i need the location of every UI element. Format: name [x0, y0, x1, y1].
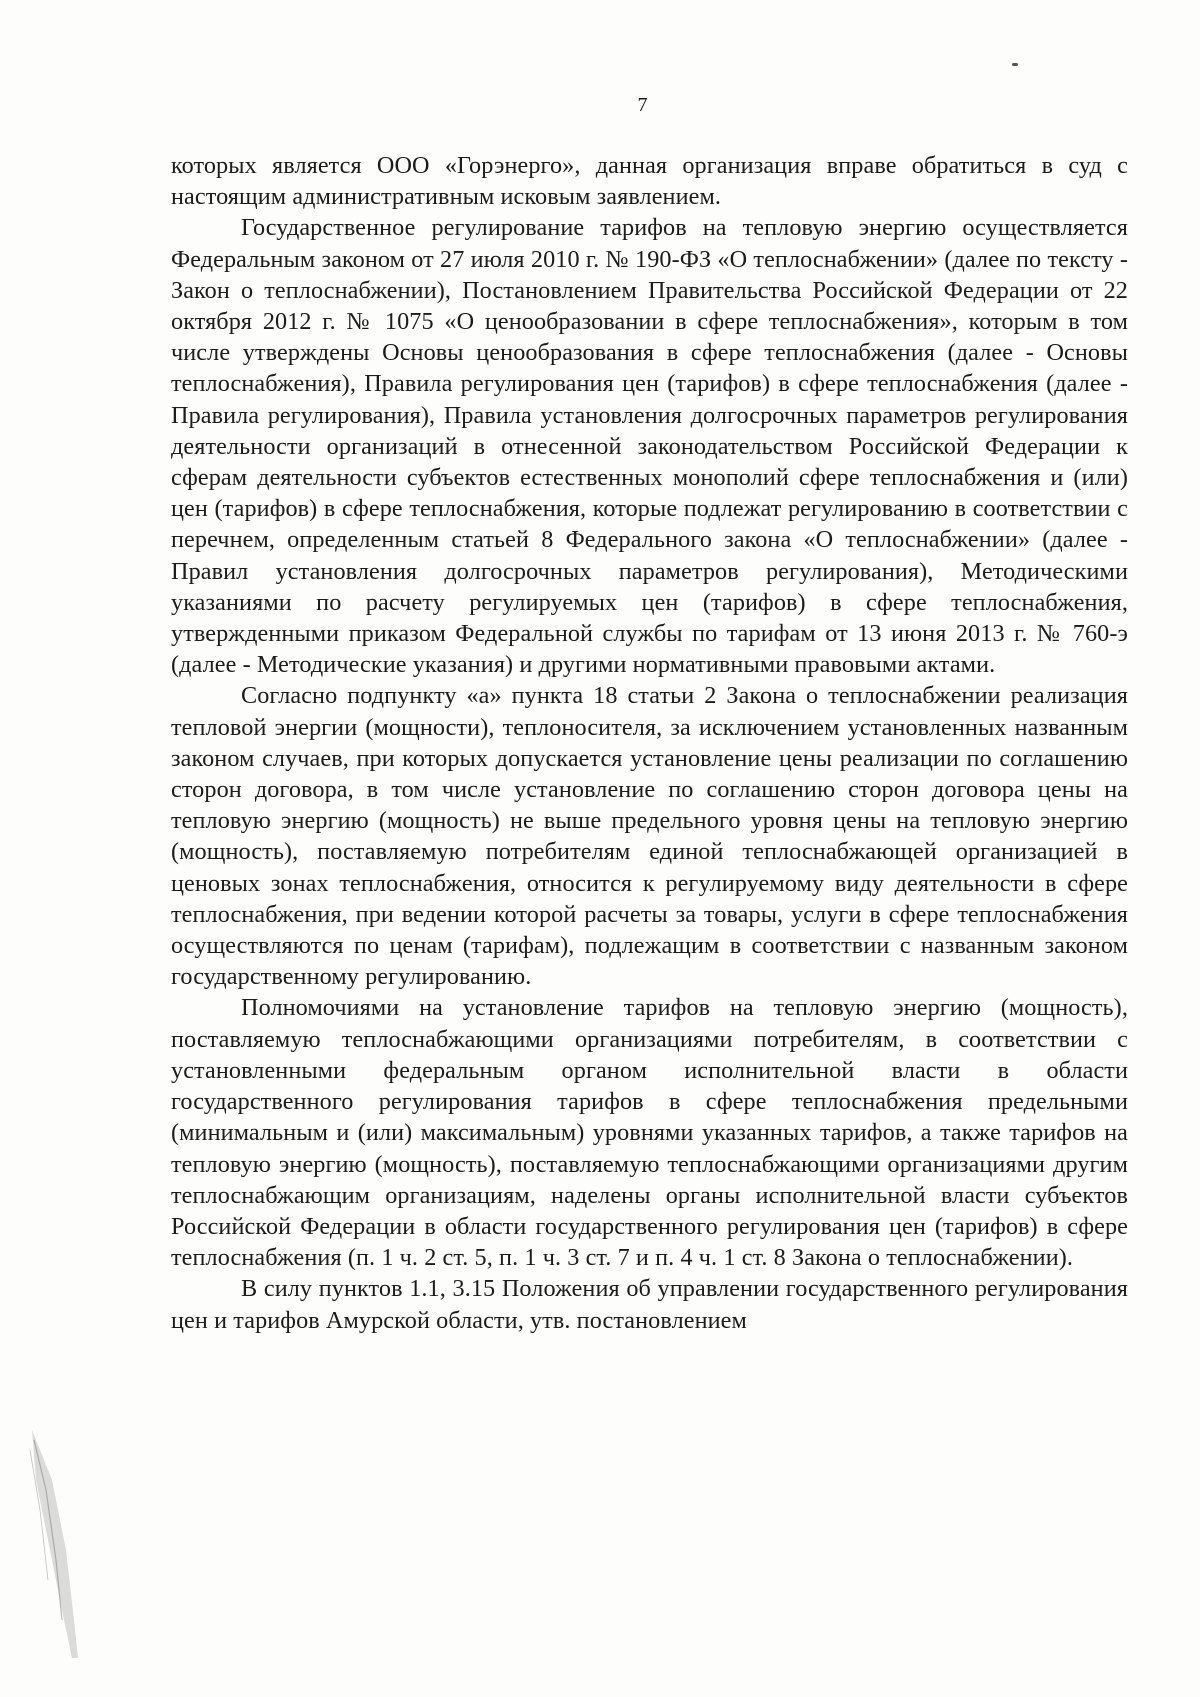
paragraph-4: Полномочиями на установление тарифов на тепловую энергию (мощность), поставляемую теплоснабжающими организациями потребителям, в соответствии с установленными федеральным органом исполнительной власти в области государственного регулирования тарифов в сфере теплоснабжения предельными (минимальным и (или) максимальным) уровнями указанных тарифов, а также тарифов на тепловую энергию (мощность), поставляемую теплоснабжающими организациями другим теплоснабжающим организациям, наделены органы исполнительной власти субъектов Российской Федерации в области государственного регулирования цен (тарифов) в сфере теплоснабжения (п. 1 ч. 2 ст. 5, п. 1 ч. 3 ст. 7 и п. 4 ч. 1 ст. 8 Закона о теплоснабжении). — [171, 994, 1128, 1272]
page-number: 7 — [637, 94, 648, 116]
scan-speck — [1012, 63, 1018, 66]
paragraph-3: Согласно подпункту «а» пункта 18 статьи 2 Закона о теплоснабжении реализация тепловой энергии (мощности), теплоносителя, за исключением установленных названным законом случаев, при которых допускается установление цены реализации по соглашению сторон договора, в том числе установление по соглашению сторон договора цены на тепловую энергию (мощность) не выше предельного уровня цены на тепловую энергию (мощность), поставляемую потребителям единой теплоснабжающей организацией в ценовых зонах теплоснабжения, относится к регулируемому виду деятельности в сфере теплоснабжения, при ведении которой расчеты за товары, услуги в сфере теплоснабжения осуществляются по ценам (тарифам), подлежащим в соответствии с названным законом государственному регулированию. — [171, 682, 1128, 991]
paragraph-5: В силу пунктов 1.1, 3.15 Положения об управлении государственного регулирования цен и тарифов Амурской области, утв. постановлением — [171, 1275, 1128, 1334]
paragraph-2: Государственное регулирование тарифов на тепловую энергию осуществляется Федеральным законом от 27 июля 2010 г. № 190-ФЗ «О теплоснабжении» (далее по тексту - Закон о теплоснабжении), Постановлением Правительства Российской Федерации от 22 октября 2012 г. № 1075 «О ценообразовании в сфере теплоснабжения», которым в том числе утверждены Основы ценообразования в сфере теплоснабжения (далее - Основы теплоснабжения), Правила регулирования цен (тарифов) в сфере теплоснабжения (далее - Правила регулирования), Правила установления долгосрочных параметров регулирования деятельности организаций в отнесенной законодательством Российской Федерации к сферам деятельности субъектов естественных монополий сфере теплоснабжения и (или) цен (тарифов) в сфере теплоснабжения, которые подлежат регулированию в соответствии с перечнем, определенным статьей 8 Федерального закона «О теплоснабжении» (далее - Правил установления долгосрочных параметров регулирования), Методическими указаниями по расчету регулируемых цен (тарифов) в сфере теплоснабжения, утвержденными приказом Федеральной службы по тарифам от 13 июня 2013 г. № 760-э (далее - Методические указания) и другими нормативными правовыми актами. — [171, 214, 1128, 679]
document-body — [171, 150, 1128, 1336]
scan-shadow-artifact — [22, 1420, 112, 1660]
paragraph-1: которых является ООО «Горэнерго», данная организация вправе обратиться в суд с настоящим административным исковым заявлением. — [171, 152, 1128, 211]
